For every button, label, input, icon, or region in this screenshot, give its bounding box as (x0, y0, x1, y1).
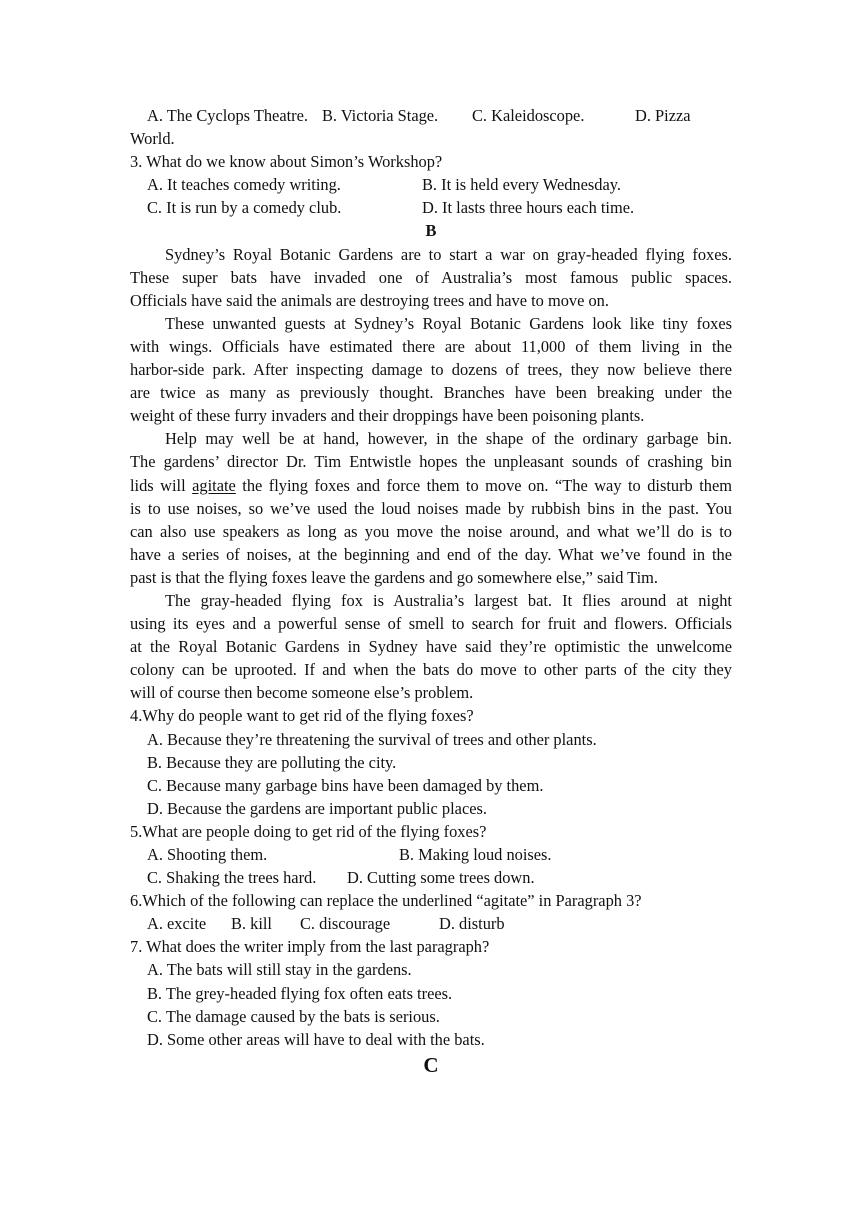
q2-option-c: C. Kaleidoscope. (472, 106, 585, 125)
passage-line: at the Royal Botanic Gardens in Sydney have said they’re optimistic the unwelcome (130, 637, 732, 657)
q5-options-row-2 (130, 866, 732, 889)
passage-line: weight of these furry invaders and their droppings have been poisoning plants. (130, 406, 645, 426)
passage-line: colony can be uprooted. If and when the bats do move to other parts of the city they (130, 660, 732, 680)
q3-option-b: B. It is held every Wednesday. (422, 175, 621, 195)
passage-b-paragraph-4 (130, 589, 732, 704)
q7-option-d: D. Some other areas will have to deal with the bats. (147, 1029, 485, 1049)
underlined-word-agitate: agitate (192, 475, 236, 495)
q5-option-a: A. Shooting them. (147, 845, 268, 864)
passage-line: are twice as many as previously thought. Branches have been breaking under the (130, 383, 732, 403)
passage-line: can also use speakers as long as you move the noise around, and what we’ll do is to (130, 521, 732, 541)
q6-option-d: D. disturb (439, 914, 505, 934)
q4-option-d: D. Because the gardens are important public places. (147, 798, 487, 818)
passage-b-paragraph-1 (130, 243, 732, 312)
passage-b (130, 243, 732, 705)
passage-text: the flying foxes and force them to move on. “The way to disturb them (235, 475, 732, 495)
q5-options-row-1 (130, 843, 732, 866)
section-c-heading: C (423, 1052, 439, 1077)
q6-option-a: A. excite (147, 914, 207, 934)
q5-option-d: D. Cutting some trees down. (347, 868, 535, 888)
q7-option-a: A. The bats will still stay in the gardens. (147, 960, 412, 980)
q3-option-a: A. It teaches comedy writing. (147, 175, 341, 195)
passage-line: These unwanted guests at Sydney’s Royal Botanic Gardens look like tiny foxes (165, 313, 732, 333)
q6-options-row (130, 912, 732, 935)
q4-option-b: B. Because they are polluting the city. (147, 752, 397, 772)
q3-options-row-2 (130, 196, 732, 219)
question-4-stem: 4.Why do people want to get rid of the flying foxes? (130, 706, 474, 726)
question-7-stem: 7. What does the writer imply from the last paragraph? (130, 937, 490, 957)
exam-page (130, 104, 732, 1079)
q7-option-b: B. The grey-headed flying fox often eats trees. (147, 983, 453, 1003)
q4-option-c: C. Because many garbage bins have been damaged by them. (147, 775, 544, 795)
q6-option-c: C. discourage (300, 914, 391, 934)
q6-option-b: B. kill (231, 914, 272, 934)
q5-option-b: B. Making loud noises. (399, 845, 552, 864)
passage-line: will of course then become someone else’s problem. (130, 683, 474, 703)
passage-line: The gray-headed flying fox is Australia’s largest bat. It flies around at night (165, 590, 732, 610)
question-5-stem: 5.What are people doing to get rid of the flying foxes? (130, 821, 487, 841)
q3-option-c: C. It is run by a comedy club. (147, 198, 342, 218)
passage-line: Officials have said the animals are destroying trees and have to move on. (130, 290, 609, 310)
passage-line: using its eyes and a powerful sense of smell to search for fruit and flowers. Officials (130, 614, 732, 634)
q2-options-row (130, 104, 732, 127)
passage-line: These super bats have invaded one of Australia’s most famous public spaces. (130, 267, 732, 287)
passage-line: Sydney’s Royal Botanic Gardens are to start a war on gray-headed flying foxes. (165, 244, 732, 264)
section-b-heading: B (425, 221, 437, 241)
passage-line: past is that the flying foxes leave the gardens and go somewhere else,” said Tim. (130, 567, 659, 587)
q3-options-row-1 (130, 173, 732, 196)
passage-line: is to use noises, so we’ve used the loud noises made by rubbish bins in the past. You (130, 498, 732, 518)
passage-line: with wings. Officials have estimated there are about 11,000 of them living in the (130, 336, 732, 356)
q3-option-d: D. It lasts three hours each time. (422, 198, 635, 218)
passage-line: harbor-side park. After inspecting damage to dozens of trees, they now believe there (130, 360, 732, 380)
passage-line: Help may well be at hand, however, in the shape of the ordinary garbage bin. (165, 429, 732, 449)
question-3-stem: 3. What do we know about Simon’s Workshop? (130, 152, 443, 172)
passage-text: lids will (130, 475, 193, 495)
passage-line-with-underlined-word (130, 474, 732, 497)
question-6-stem: 6.Which of the following can replace the underlined “agitate” in Paragraph 3? (130, 891, 642, 911)
q2-option-d-continued: World. (130, 129, 175, 149)
passage-line: have a series of noises, at the beginning and end of the day. What we’ve found in the (130, 544, 732, 564)
passage-b-paragraph-3 (130, 427, 732, 589)
q2-option-d: D. Pizza (635, 106, 691, 125)
q2-option-a: A. The Cyclops Theatre. (147, 106, 308, 125)
q5-option-c: C. Shaking the trees hard. (147, 868, 317, 888)
q7-option-c: C. The damage caused by the bats is serious. (147, 1006, 440, 1026)
passage-line: The gardens’ director Dr. Tim Entwistle hopes the unpleasant sounds of crashing bin (130, 452, 732, 472)
q2-option-b: B. Victoria Stage. (322, 106, 439, 125)
q4-option-a: A. Because they’re threatening the survival of trees and other plants. (147, 729, 597, 749)
passage-b-paragraph-2 (130, 312, 732, 427)
